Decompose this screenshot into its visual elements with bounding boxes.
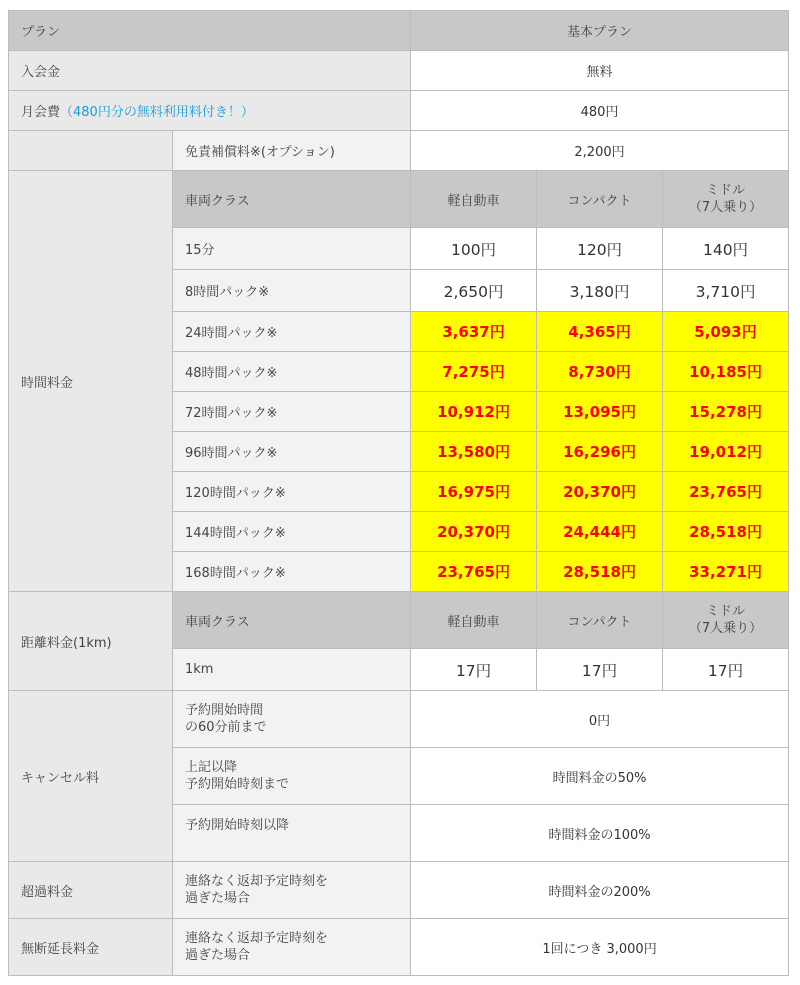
time-row-label: 48時間パック※ <box>173 352 411 392</box>
unauthorized-condition: 連絡なく返却予定時刻を 過ぎた場合 <box>173 919 411 976</box>
time-class-middle: ミドル （7人乗り） <box>663 171 789 228</box>
time-price-highlight: 20,370円 <box>411 512 537 552</box>
time-price: 100円 <box>411 228 537 270</box>
overtime-label: 超過料金 <box>9 862 173 919</box>
time-row-label: 15分 <box>173 228 411 270</box>
time-row-label: 24時間パック※ <box>173 312 411 352</box>
distance-price: 17円 <box>537 649 663 691</box>
time-row-label: 8時間パック※ <box>173 270 411 312</box>
time-price-highlight: 10,912円 <box>411 392 537 432</box>
unauthorized-label: 無断延長料金 <box>9 919 173 976</box>
insurance-blank <box>9 131 173 171</box>
time-price-highlight: 8,730円 <box>537 352 663 392</box>
time-class-row <box>9 171 789 228</box>
distance-class-row <box>9 592 789 649</box>
admission-value: 無料 <box>411 51 789 91</box>
time-price-highlight: 10,185円 <box>663 352 789 392</box>
insurance-value: 2,200円 <box>411 131 789 171</box>
time-price-highlight: 16,975円 <box>411 472 537 512</box>
cancel-row <box>9 691 789 748</box>
time-price-highlight: 28,518円 <box>537 552 663 592</box>
time-price-highlight: 5,093円 <box>663 312 789 352</box>
distance-class-kei: 軽自動車 <box>411 592 537 649</box>
time-row-label: 120時間パック※ <box>173 472 411 512</box>
overtime-row <box>9 862 789 919</box>
time-class-label: 車両クラス <box>173 171 411 228</box>
cancel-condition: 予約開始時間 の60分前まで <box>173 691 411 748</box>
distance-class-middle: ミドル （7人乗り） <box>663 592 789 649</box>
time-row-label: 168時間パック※ <box>173 552 411 592</box>
distance-price: 17円 <box>411 649 537 691</box>
time-price-highlight: 15,278円 <box>663 392 789 432</box>
monthly-row <box>9 91 789 131</box>
distance-price: 17円 <box>663 649 789 691</box>
time-price-highlight: 23,765円 <box>411 552 537 592</box>
distance-row-label: 1km <box>173 649 411 691</box>
unauthorized-value: 1回につき 3,000円 <box>411 919 789 976</box>
overtime-condition: 連絡なく返却予定時刻を 過ぎた場合 <box>173 862 411 919</box>
time-price-highlight: 7,275円 <box>411 352 537 392</box>
header-row <box>9 11 789 51</box>
time-class-compact: コンパクト <box>537 171 663 228</box>
distance-class-label: 車両クラス <box>173 592 411 649</box>
unauthorized-row <box>9 919 789 976</box>
time-price-highlight: 3,637円 <box>411 312 537 352</box>
time-price-highlight: 13,580円 <box>411 432 537 472</box>
insurance-label: 免責補償料※(オプション) <box>173 131 411 171</box>
overtime-value: 時間料金の200% <box>411 862 789 919</box>
cancel-condition: 予約開始時刻以降 <box>173 805 411 862</box>
time-price-highlight: 4,365円 <box>537 312 663 352</box>
distance-fee-label: 距離料金(1km) <box>9 592 173 691</box>
time-price-highlight: 24,444円 <box>537 512 663 552</box>
time-price-highlight: 19,012円 <box>663 432 789 472</box>
plan-header: プラン <box>9 11 411 51</box>
time-price: 120円 <box>537 228 663 270</box>
time-price: 2,650円 <box>411 270 537 312</box>
monthly-label-cell <box>9 91 411 131</box>
monthly-note: （480円分の無料利用料付き！） <box>60 105 254 120</box>
time-price: 3,180円 <box>537 270 663 312</box>
insurance-row <box>9 131 789 171</box>
cancel-value: 0円 <box>411 691 789 748</box>
monthly-value: 480円 <box>411 91 789 131</box>
admission-label: 入会金 <box>9 51 411 91</box>
time-price-highlight: 13,095円 <box>537 392 663 432</box>
time-price-highlight: 33,271円 <box>663 552 789 592</box>
monthly-label: 月会費 <box>21 105 61 120</box>
pricing-table <box>8 10 789 976</box>
cancel-condition: 上記以降 予約開始時刻まで <box>173 748 411 805</box>
time-fee-label: 時間料金 <box>9 171 173 592</box>
basic-plan-header: 基本プラン <box>411 11 789 51</box>
time-price-highlight: 16,296円 <box>537 432 663 472</box>
cancel-value: 時間料金の50% <box>411 748 789 805</box>
admission-row <box>9 51 789 91</box>
distance-class-compact: コンパクト <box>537 592 663 649</box>
cancel-fee-label: キャンセル料 <box>9 691 173 862</box>
time-row-label: 96時間パック※ <box>173 432 411 472</box>
time-row-label: 144時間パック※ <box>173 512 411 552</box>
time-price-highlight: 28,518円 <box>663 512 789 552</box>
time-price-highlight: 20,370円 <box>537 472 663 512</box>
time-class-kei: 軽自動車 <box>411 171 537 228</box>
time-price-highlight: 23,765円 <box>663 472 789 512</box>
time-price: 3,710円 <box>663 270 789 312</box>
time-row-label: 72時間パック※ <box>173 392 411 432</box>
cancel-value: 時間料金の100% <box>411 805 789 862</box>
time-price: 140円 <box>663 228 789 270</box>
